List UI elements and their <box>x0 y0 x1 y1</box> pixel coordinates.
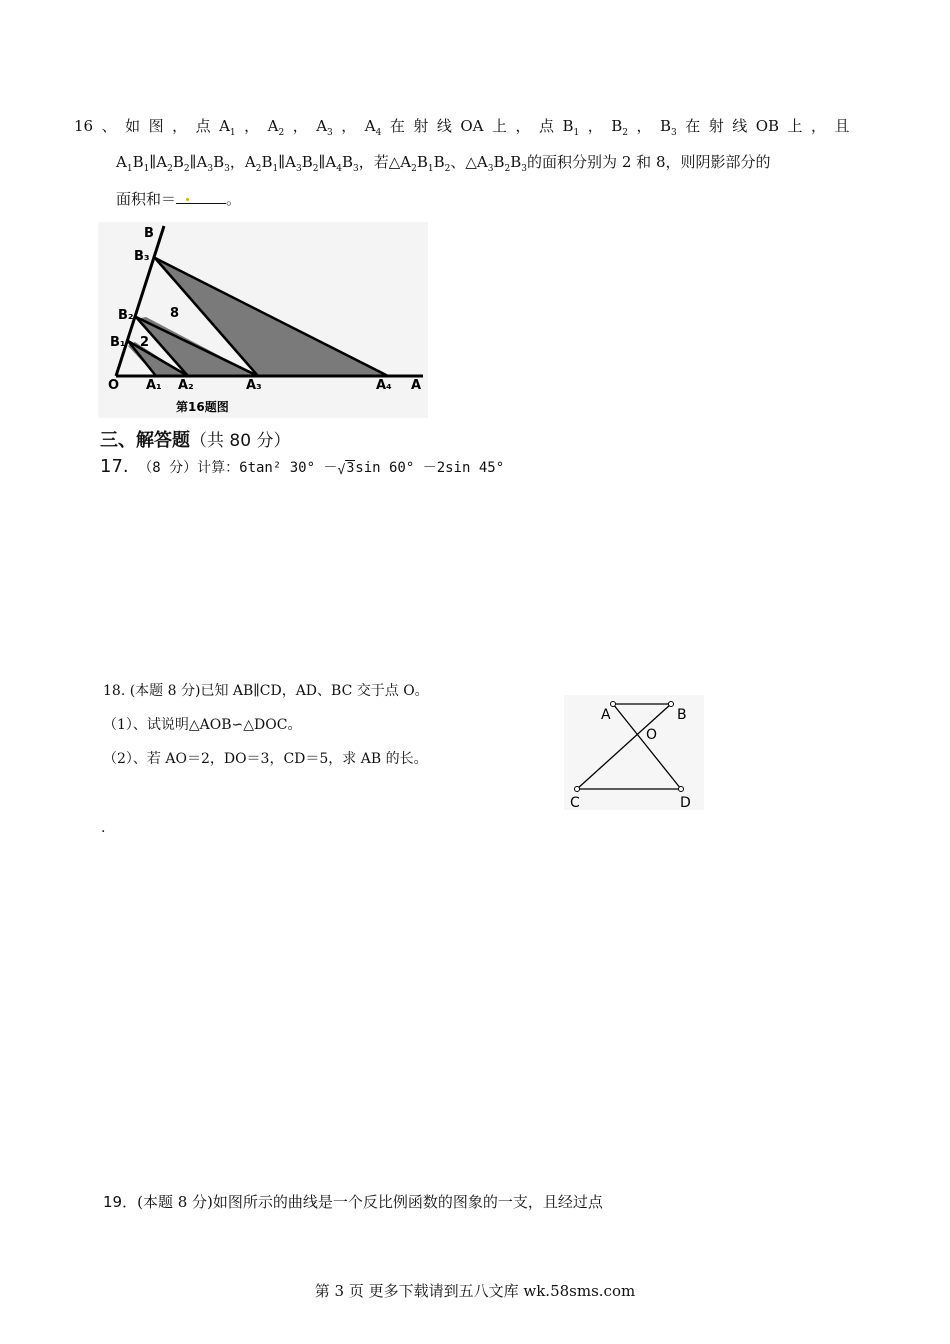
q16-line2-prefix: $A_1B_1\parallel A_2B_2\parallel A_3B_3$，$A_2B_1\parallel A_3B_2\parallel A_4B_3$，若$\triangle A_2B_1B_2$、$\triangle A_3B_2B_3$的面积分别为 <box>116 153 618 174</box>
q16-word: ， <box>515 117 531 135</box>
q16-word: 点 <box>538 117 554 135</box>
q16-word: ， <box>341 117 357 135</box>
q16-word: ， <box>172 117 188 135</box>
q19-text: ．(本题 8 分)如图所示的曲线是一个反比例函数的图象的一支，且经过点 <box>122 1193 603 1211</box>
q16-word: 如 <box>125 117 141 135</box>
label-a: A <box>601 707 611 723</box>
q16-word: 且 <box>834 117 850 135</box>
label-d: D <box>680 795 691 810</box>
figure-18 <box>564 695 704 810</box>
q16-word: ， <box>244 117 260 135</box>
label-a2: A₂ <box>178 378 194 393</box>
q16-word: $B_1$ <box>562 117 580 138</box>
q16-word: OA <box>460 117 484 135</box>
q16-word: OB <box>755 117 780 135</box>
label-b: B <box>677 707 687 723</box>
q16-word: 在 <box>389 117 405 135</box>
figure-16 <box>98 222 428 418</box>
q16-word: $A_1$ <box>219 117 236 138</box>
q16-word: $A_3$ <box>316 117 333 138</box>
answer-blank[interactable] <box>176 189 226 204</box>
label-b2: B₂ <box>118 308 134 323</box>
page-footer: 第 3 页 更多下载请到五八文库 wk.58sms.com <box>314 1282 636 1300</box>
q16-line3 <box>116 189 241 209</box>
label-b3: B₃ <box>134 249 150 264</box>
q16-word: $B_2$ <box>611 117 628 138</box>
label-a1: A₁ <box>146 378 162 393</box>
q16-area-value-2: 8 <box>655 153 666 171</box>
q18-line1: 18. (本题 8 分)已知 AB∥CD，AD、BC 交于点 O。 <box>103 683 429 699</box>
q16-word: 上 <box>787 117 803 135</box>
q16-word: 、 <box>101 117 117 135</box>
figure-16-caption: 第16题图 <box>176 400 229 414</box>
section-3-title: 三、解答题 <box>100 430 190 451</box>
q16-word: $A_4$ <box>364 117 382 138</box>
q16-word: ， <box>587 117 603 135</box>
label-c: C <box>570 795 580 810</box>
point-d <box>679 787 684 792</box>
q16-word: $A_2$ <box>267 117 285 138</box>
q16-word: ， <box>292 117 308 135</box>
q16-line3-prefix: 面积和＝ <box>116 190 177 208</box>
q17-text-a: （8 分）计算：6tan² 30° － <box>138 460 338 476</box>
figure-18-diagram <box>564 695 704 810</box>
q17 <box>100 456 504 480</box>
section-3-score: （共 80 分） <box>190 431 291 451</box>
q16-word: 在 <box>685 117 701 135</box>
q16-word: 线 <box>436 117 452 135</box>
label-b: B <box>144 226 154 241</box>
section-3-heading <box>100 430 290 452</box>
q18-line3: （2）、若 AO＝2，DO＝3，CD＝5，求 AB 的长。 <box>103 751 428 767</box>
figure-16-diagram <box>98 222 428 418</box>
label-a: A <box>411 378 422 393</box>
point-c <box>575 787 580 792</box>
q16-line2 <box>116 152 771 179</box>
q16-word: 点 <box>195 117 211 135</box>
label-o: O <box>646 727 658 743</box>
q16-and: 和 <box>636 153 652 171</box>
q17-text-b: sin 60° －2sin 45° <box>355 460 505 476</box>
point-b <box>669 702 674 707</box>
q16-word: ， <box>636 117 652 135</box>
q16-word: 线 <box>732 117 748 135</box>
q16-area-value-1: 2 <box>621 153 632 171</box>
q16-num: 16 <box>74 117 94 135</box>
label-b1: B₁ <box>110 335 126 350</box>
label-area-2: 2 <box>140 335 150 350</box>
q17-num: 17. <box>100 456 129 477</box>
q16-word: ， <box>811 117 827 135</box>
label-a4: A₄ <box>376 378 392 393</box>
q18-line2: （1）、试说明△AOB∽△DOC。 <box>103 717 302 733</box>
q16-word: $B_3$ <box>659 117 677 138</box>
q16-word: 上 <box>491 117 507 135</box>
sqrt-radicand: 3 <box>346 461 355 476</box>
point-a <box>611 702 616 707</box>
q16-word: 射 <box>413 117 429 135</box>
q16-word: 射 <box>708 117 724 135</box>
q16-line1 <box>74 116 864 143</box>
q19 <box>103 1192 603 1212</box>
label-o: O <box>108 378 120 393</box>
stray-dot: . <box>101 820 106 836</box>
q16-line2-suffix: ，则阴影部分的 <box>665 153 771 171</box>
label-area-8: 8 <box>170 306 180 321</box>
sqrt-symbol: √ 3 <box>337 461 355 478</box>
q16-line3-suffix: 。 <box>226 190 242 208</box>
q16-word: 图 <box>148 117 164 135</box>
q19-num: 19 <box>103 1193 123 1211</box>
label-a3: A₃ <box>246 378 262 393</box>
